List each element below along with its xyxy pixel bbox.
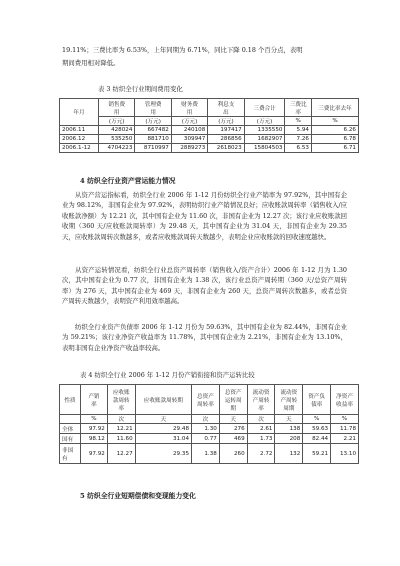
table4-header-sector: 性质 bbox=[60, 385, 81, 415]
table-cell: 2.21 bbox=[331, 434, 359, 444]
section4-paragraph-1: 从资产营运指标看，纺织全行业 2006 年 1-12 月份纺织全行业产销率为 97.92%，其中国有企业为 98.12%，非国有企业为 97.92%，表明纺织行业产销情况良好；应收账款周转率（销售收入/应收账款净额）为 12.21 次，其中国有企业为 11.60 次，非国有企业为 12.27 次；该行业应收账款回收期（360 天/应收账款周转率）为 29.48 天，其中国有企业为 31.04 天，非国有企业为 29.35 天，应收账款周转次数越多，或者应收账款周转天数越少，表明企业应收账款的回收速度越快。 bbox=[62, 191, 348, 241]
table-row bbox=[60, 424, 359, 434]
table-cell: 667482 bbox=[135, 126, 171, 135]
table-row bbox=[60, 434, 359, 444]
table4-unit-spacer bbox=[60, 415, 81, 424]
table3-header-interest: 利息支 出 bbox=[208, 99, 244, 117]
table-cell: 59.63 bbox=[303, 424, 331, 434]
section4-heading: 4 纺织全行业资产营运能力情况 bbox=[80, 177, 176, 185]
table-cell: 31.04 bbox=[135, 434, 191, 444]
table3-header-ratio: 三费比 率 bbox=[285, 99, 312, 117]
table-cell: 1682907 bbox=[244, 135, 285, 144]
table-cell: 97.92 bbox=[81, 424, 108, 434]
table-cell: 29.48 bbox=[135, 424, 191, 434]
table-cell: 2618023 bbox=[208, 144, 244, 153]
table-cell: 1335550 bbox=[244, 126, 285, 135]
table-cell: 82.44 bbox=[303, 434, 331, 444]
table4-unit: % bbox=[81, 415, 108, 424]
table-cell: 15804503 bbox=[244, 144, 285, 153]
table-cell: 6.26 bbox=[311, 126, 358, 135]
table-cell: 98.12 bbox=[81, 434, 108, 444]
table3 bbox=[59, 98, 359, 153]
table-cell: 8710997 bbox=[135, 144, 171, 153]
section4-paragraph-2: 从资产运转情况看，纺织全行业总资产周转率（销售收入/资产合计）2006 年 1-12 月为 1.30 次，其中国有企业为 0.77 次，非国有企业为 1.38 次，该行业总资产周转期（360 天/总资产周转率）为 276 天，其中国有企业为 469 天，非国有企业为 260 天，总资产周转次数越多，或者总资产周转天数越少，表明资产利用效率越高。 bbox=[62, 266, 347, 306]
table-row bbox=[60, 126, 359, 135]
table-cell: 260 bbox=[219, 444, 247, 464]
table-cell: 2.61 bbox=[247, 424, 275, 434]
table4-header-debt-ratio: 资产负 债率 bbox=[303, 385, 331, 415]
table3-header-sales: 销售费 用 bbox=[99, 99, 135, 117]
table4-row-label: 全体 bbox=[60, 424, 81, 434]
table3-header-year: 年月 bbox=[60, 99, 99, 126]
table3-unit: (万元) bbox=[208, 117, 244, 126]
table4-header-inv-days: 流动资 产周转 周期 bbox=[275, 385, 303, 415]
table-cell: 4704223 bbox=[99, 144, 135, 153]
intro-line-1: 19.11%；三费比率为 6.53%，上年同期为 6.71%，同比下降 0.18 个百分点，表明 bbox=[62, 46, 303, 54]
table-cell: 12.21 bbox=[107, 424, 135, 434]
table-cell: 1.73 bbox=[247, 434, 275, 444]
table4-unit: 次 bbox=[107, 415, 135, 424]
table-cell: 197417 bbox=[208, 126, 244, 135]
table-cell: 276 bbox=[219, 424, 247, 434]
table-cell: 59.21 bbox=[303, 444, 331, 464]
table-cell: 309947 bbox=[171, 135, 207, 144]
table-cell: 5.94 bbox=[285, 126, 312, 135]
table3-header-total: 三费合计 bbox=[244, 99, 285, 117]
table-cell: 6.53 bbox=[285, 144, 312, 153]
table-cell: 13.10 bbox=[331, 444, 359, 464]
table4-header-inv-turnover: 流动资 产周转 率 bbox=[247, 385, 275, 415]
table3-row-label: 2006.12 bbox=[60, 135, 99, 144]
section5-heading: 5 纺织全行业短期偿债和变现能力变化 bbox=[80, 492, 196, 500]
table4-header-sales-rate: 产销 率 bbox=[81, 385, 108, 415]
table4-unit: 次 bbox=[247, 415, 275, 424]
table-cell: 2889273 bbox=[171, 144, 207, 153]
table4-header-ar-days: 应收账款周转期 bbox=[135, 385, 191, 415]
table-cell: 428024 bbox=[99, 126, 135, 135]
table-cell: 7.26 bbox=[285, 135, 312, 144]
table-cell: 240108 bbox=[171, 126, 207, 135]
table3-header-prev-ratio: 三费比率去年 bbox=[311, 99, 358, 117]
table-cell: 208 bbox=[275, 434, 303, 444]
table3-unit: (万元) bbox=[99, 117, 135, 126]
table4-caption: 表 4 纺织全行业 2006 年 1-12 月份产销衔接和资产运转比较 bbox=[80, 371, 255, 379]
table4-header-asset-days: 总资产 运转周 期 bbox=[219, 385, 247, 415]
table4-unit: 天 bbox=[219, 415, 247, 424]
table4-row-label: 非国有 bbox=[60, 444, 81, 464]
table4-header-ar-turnover: 应收账 款周转 率 bbox=[107, 385, 135, 415]
table3-unit: % bbox=[285, 117, 312, 126]
table-cell: 29.35 bbox=[135, 444, 191, 464]
table3-unit: % bbox=[311, 117, 358, 126]
table-cell: 11.60 bbox=[107, 434, 135, 444]
table3-unit: (万元) bbox=[135, 117, 171, 126]
table4-unit: 天 bbox=[135, 415, 191, 424]
table-cell: 469 bbox=[219, 434, 247, 444]
table3-header-admin: 管理费 用 bbox=[135, 99, 171, 117]
table-cell: 0.77 bbox=[192, 434, 220, 444]
table-cell: 1.38 bbox=[192, 444, 220, 464]
table-cell: 132 bbox=[275, 444, 303, 464]
table-cell: 12.27 bbox=[107, 444, 135, 464]
table-cell: 138 bbox=[275, 424, 303, 434]
table4-header-roe: 净资产 收益率 bbox=[331, 385, 359, 415]
table4-unit: % bbox=[331, 415, 359, 424]
table-cell: 11.78 bbox=[331, 424, 359, 434]
table4-unit: 天 bbox=[275, 415, 303, 424]
table-cell: 6.78 bbox=[311, 135, 358, 144]
table-cell: 1.30 bbox=[192, 424, 220, 434]
table4-unit: 次 bbox=[192, 415, 220, 424]
table4-header-asset-turnover: 总资产 周转率 bbox=[192, 385, 220, 415]
table-cell: 97.92 bbox=[81, 444, 108, 464]
table3-header-finance: 财务费 用 bbox=[171, 99, 207, 117]
table3-row-label: 2006.1-12 bbox=[60, 144, 99, 153]
table-row bbox=[60, 144, 359, 153]
table-cell: 881710 bbox=[135, 135, 171, 144]
section4-paragraph-3: 纺织全行业资产负债率 2006 年 1-12 月份为 59.63%，其中国有企业为 82.44%，非国有企业为 59.21%；该行业净资产收益率为 11.78%，其中国有企业为 2.21%，非国有企业为 13.10%，表明非国有企业净资产收益率较高。 bbox=[62, 323, 347, 352]
table-row bbox=[60, 444, 359, 464]
table4-row-label: 国有 bbox=[60, 434, 81, 444]
table-cell: 2.72 bbox=[247, 444, 275, 464]
table3-unit: (万元) bbox=[244, 117, 285, 126]
table-cell: 6.71 bbox=[311, 144, 358, 153]
intro-line-2: 期间费用相对降低。 bbox=[62, 59, 120, 67]
table3-row-label: 2006.11 bbox=[60, 126, 99, 135]
table4 bbox=[59, 384, 359, 464]
table-cell: 286856 bbox=[208, 135, 244, 144]
table3-unit: (万元) bbox=[171, 117, 207, 126]
table3-caption: 表 3 纺织全行业期间费用变化 bbox=[98, 85, 183, 93]
table-cell: 535250 bbox=[99, 135, 135, 144]
table4-unit: % bbox=[303, 415, 331, 424]
table-row bbox=[60, 135, 359, 144]
